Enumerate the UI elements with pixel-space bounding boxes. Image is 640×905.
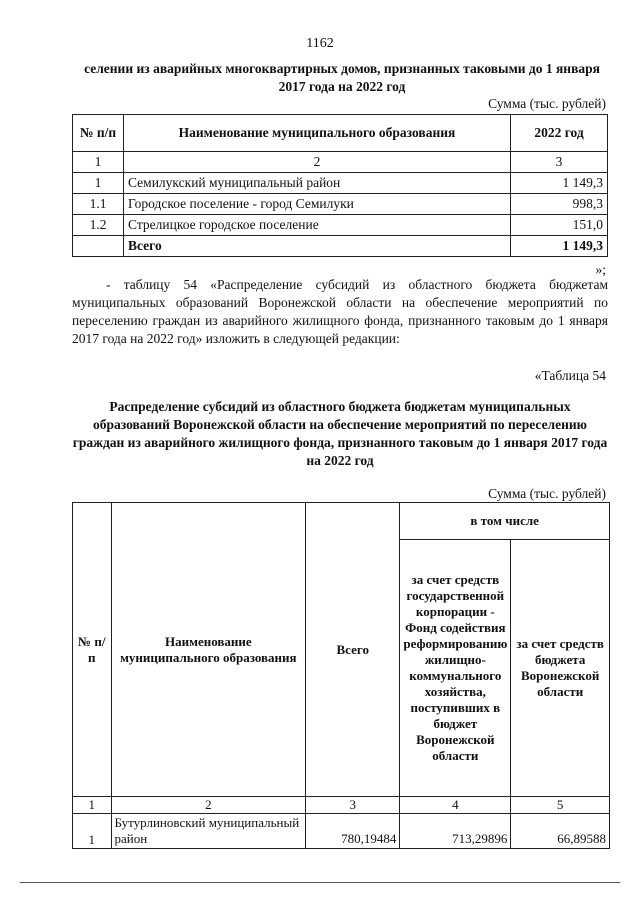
index-cell: 3 — [306, 797, 400, 814]
table-row — [73, 194, 608, 215]
total-label: Всего — [124, 236, 511, 257]
index-cell: 2 — [111, 797, 306, 814]
column-header-name: Наименование муниципального образования — [111, 503, 306, 797]
row-fund: 713,29896 — [400, 814, 511, 849]
row-number: 1 — [73, 814, 112, 849]
row-value: 998,3 — [511, 194, 608, 215]
row-number: 1.2 — [73, 215, 124, 236]
row-number: 1 — [73, 173, 124, 194]
column-header-number: № п/п — [73, 115, 124, 152]
index-cell: 2 — [124, 152, 511, 173]
row-name: Семилукский муниципальный район — [124, 173, 511, 194]
closing-quote: »; — [595, 262, 606, 277]
row-number: 1.1 — [73, 194, 124, 215]
table-row — [73, 215, 608, 236]
table-row — [73, 814, 610, 849]
column-header-name: Наименование муниципального образования — [124, 115, 511, 152]
table-header-row — [73, 115, 608, 152]
page-footer-divider — [20, 882, 620, 883]
subsidy-table-54 — [72, 502, 610, 849]
section-heading: селении из аварийных многоквартирных домов, признанных таковыми до 1 января 2017 года на 2022 год — [84, 61, 600, 94]
table-index-row — [73, 797, 610, 814]
index-cell: 1 — [73, 152, 124, 173]
index-cell: 4 — [400, 797, 511, 814]
row-name: Бутурлиновский муниципальный район — [111, 814, 306, 849]
column-header-fund: за счет средств государственной корпорации - Фонд содействия реформированию жилищно-коммунального хозяйства, поступивших в бюджет Воронежской области — [400, 540, 511, 797]
column-header-number: № п/п — [73, 503, 112, 797]
row-total: 780,19484 — [306, 814, 400, 849]
column-header-total: Всего — [306, 503, 400, 797]
column-header-including: в том числе — [400, 503, 610, 540]
table-total-row — [73, 236, 608, 257]
row-regional-budget: 66,89588 — [511, 814, 610, 849]
row-value: 1 149,3 — [511, 173, 608, 194]
subsidy-table-semiluki — [72, 114, 608, 257]
units-label: Сумма (тыс. рублей) — [488, 486, 606, 501]
table-title: Распределение субсидий из областного бюджета бюджетам муниципальных образований Воронежской области на обеспечение мероприятий по переселению граждан из аварийного жилищного фонда, признанного таковым до 1 января 2017 года на 2022 год — [72, 399, 608, 468]
row-name: Стрелицкое городское поселение — [124, 215, 511, 236]
column-header-regional-budget: за счет средств бюджета Воронежской области — [511, 540, 610, 797]
table-header-row — [73, 503, 610, 540]
row-value: 151,0 — [511, 215, 608, 236]
total-value: 1 149,3 — [511, 236, 608, 257]
units-label: Сумма (тыс. рублей) — [488, 96, 606, 111]
table-row — [73, 173, 608, 194]
index-cell: 3 — [511, 152, 608, 173]
amendment-paragraph — [72, 276, 608, 348]
index-cell: 1 — [73, 797, 112, 814]
paragraph-text: - таблицу 54 «Распределение субсидий из областного бюджета бюджетам муниципальных образований Воронежской области на обеспечение мероприятий по переселению граждан из аварийного жилищного фонда, признанного таковым до 1 января 2017 года на 2022 год» изложить в следующей редакции: — [72, 277, 608, 346]
index-cell: 5 — [511, 797, 610, 814]
page-number: 1162 — [306, 36, 334, 51]
table-label: «Таблица 54 — [534, 368, 606, 383]
row-name: Городское поселение - город Семилуки — [124, 194, 511, 215]
total-number-cell — [73, 236, 124, 257]
column-header-year: 2022 год — [511, 115, 608, 152]
table-index-row — [73, 152, 608, 173]
